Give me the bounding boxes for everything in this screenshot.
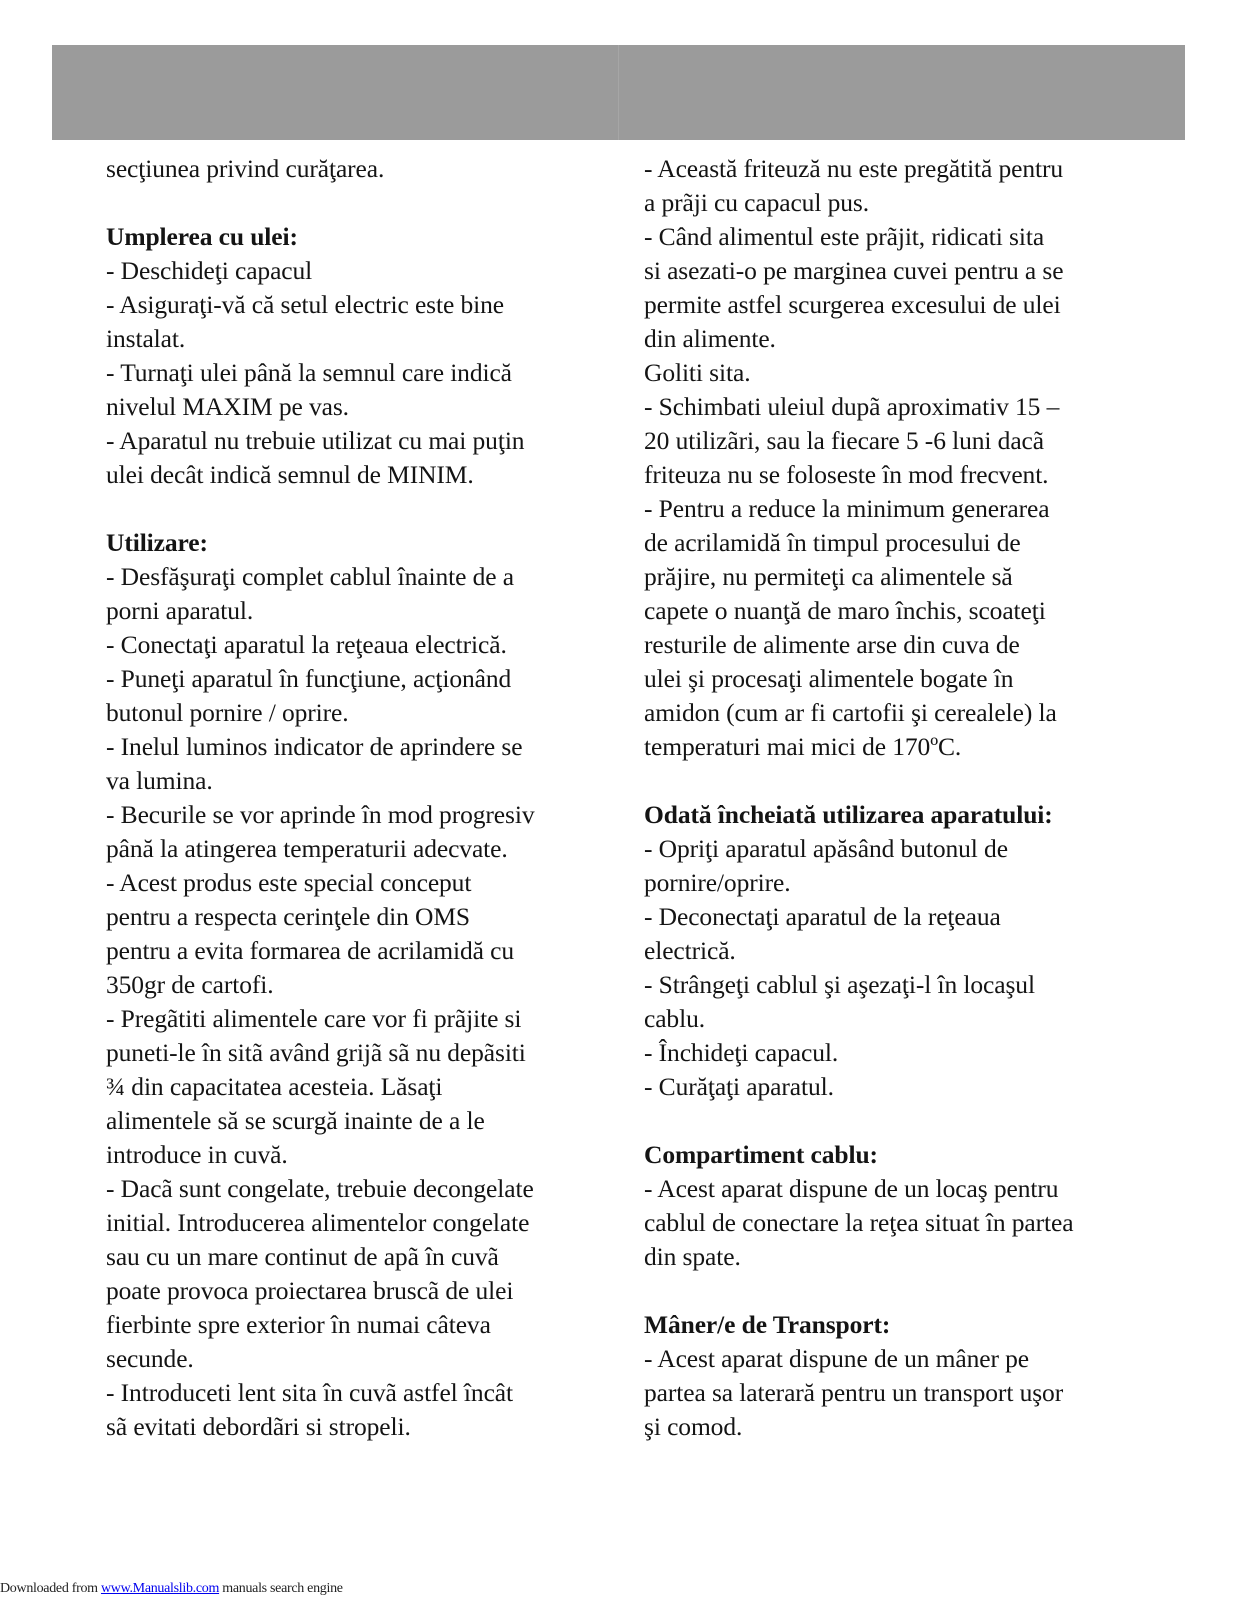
text-line: şi comod. <box>644 1412 743 1441</box>
text-line: din alimente. <box>644 324 776 353</box>
text-line: - Becurile se vor aprinde în mod progresiv <box>106 800 535 829</box>
text-line: porni aparatul. <box>106 596 254 625</box>
text-line: amidon (cum ar fi cartofii şi cerealele) la <box>644 698 1057 727</box>
left-column <box>106 152 596 1444</box>
text-line: - Opriţi aparatul apăsând butonul de <box>644 834 1008 863</box>
paragraph-gap <box>644 764 1134 798</box>
text-line: până la atingerea temperaturii adecvate. <box>106 834 508 863</box>
text-line: a prãji cu capacul pus. <box>644 188 869 217</box>
text-line: fierbinte spre exterior în numai câteva <box>106 1310 491 1339</box>
paragraph-gap <box>644 1104 1134 1138</box>
text-line: - Desfăşuraţi complet cablul înainte de a <box>106 562 514 591</box>
text-line: 350gr de cartofi. <box>106 970 274 999</box>
text-line: electrică. <box>644 936 736 965</box>
header-divider <box>618 45 619 140</box>
text-line: ulei decât indică semnul de MINIM. <box>106 460 474 489</box>
text-line: - Deconectaţi aparatul de la reţeaua <box>644 902 1001 931</box>
text-line: pentru a evita formarea de acrilamidă cu <box>106 936 515 965</box>
text-line: sau cu un mare continut de apã în cuvã <box>106 1242 499 1271</box>
text-line: poate provoca proiectarea bruscã de ulei <box>106 1276 514 1305</box>
text-line: - Pregãtiti alimentele care vor fi prãjite si <box>106 1004 522 1033</box>
text-line: - Închideţi capacul. <box>644 1038 839 1067</box>
text-line: butonul pornire / oprire. <box>106 698 349 727</box>
text-line: - Curăţaţi aparatul. <box>644 1072 834 1101</box>
text-line: - Introduceti lent sita în cuvã astfel încât <box>106 1378 513 1407</box>
text-line: resturile de alimente arse din cuva de <box>644 630 1020 659</box>
header-bar <box>52 45 1185 140</box>
text-line: secunde. <box>106 1344 194 1373</box>
text-line: Goliti sita. <box>644 358 751 387</box>
section-heading: Compartiment cablu: <box>644 1140 878 1169</box>
text-line: initial. Introducerea alimentelor congelate <box>106 1208 530 1237</box>
footer <box>0 1580 343 1598</box>
text-line: ulei şi procesaţi alimentele bogate în <box>644 664 1014 693</box>
text-line: din spate. <box>644 1242 741 1271</box>
section-heading: Umplerea cu ulei: <box>106 222 298 251</box>
footer-prefix: Downloaded from <box>0 1581 101 1596</box>
text-line: - Acest produs este special conceput <box>106 868 472 897</box>
text-line: instalat. <box>106 324 186 353</box>
text-line: pornire/oprire. <box>644 868 791 897</box>
text-line: cablu. <box>644 1004 705 1033</box>
text-line: prăjire, nu permiteţi ca alimentele să <box>644 562 1013 591</box>
text-line: va lumina. <box>106 766 213 795</box>
paragraph-gap <box>644 1274 1134 1308</box>
text-line: sã evitati debordãri si stropeli. <box>106 1412 411 1441</box>
text-line: - Acest aparat dispune de un mâner pe <box>644 1344 1030 1373</box>
text-line: secţiunea privind curăţarea. <box>106 154 385 183</box>
manualslib-link[interactable]: www.Manualslib.com <box>100 1581 220 1596</box>
text-line: - Strângeţi cablul şi aşezaţi-l în locaşul <box>644 970 1035 999</box>
text-line: pentru a respecta cerinţele din OMS <box>106 902 470 931</box>
text-line: friteuza nu se foloseste în mod frecvent. <box>644 460 1049 489</box>
text-line: ¾ din capacitatea acesteia. Lăsaţi <box>106 1072 443 1101</box>
text-line: - Conectaţi aparatul la reţeaua electrică. <box>106 630 507 659</box>
text-line: - Aparatul nu trebuie utilizat cu mai puţin <box>106 426 525 455</box>
text-line: - Inelul luminos indicator de aprindere se <box>106 732 523 761</box>
text-line: si asezati-o pe marginea cuvei pentru a se <box>644 256 1064 285</box>
text-line: 20 utilizãri, sau la fiecare 5 -6 luni dacã <box>644 426 1044 455</box>
text-line: - Schimbati uleiul dupã aproximativ 15 – <box>644 392 1060 421</box>
text-line: introduce in cuvă. <box>106 1140 288 1169</box>
text-line: - Când alimentul este prãjit, ridicati sita <box>644 222 1045 251</box>
text-line: - Puneţi aparatul în funcţiune, acţionând <box>106 664 512 693</box>
text-line: - Acest aparat dispune de un locaş pentru <box>644 1174 1059 1203</box>
text-line: permite astfel scurgerea excesului de ulei <box>644 290 1061 319</box>
text-line: - Dacã sunt congelate, trebuie decongelate <box>106 1174 534 1203</box>
paragraph-gap <box>106 492 596 526</box>
text-line: temperaturi mai mici de 170ºC. <box>644 732 962 761</box>
text-line: alimentele să se scurgă inainte de a le <box>106 1106 485 1135</box>
section-heading: Utilizare: <box>106 528 208 557</box>
footer-suffix: manuals search engine <box>219 1581 343 1596</box>
text-line: partea sa laterară pentru un transport uşor <box>644 1378 1064 1407</box>
text-line: puneti-le în sitã având grijã sã nu depãsiti <box>106 1038 526 1067</box>
text-line: - Această friteuză nu este pregătită pentru <box>644 154 1064 183</box>
text-line: - Deschideţi capacul <box>106 256 313 285</box>
paragraph-gap <box>106 186 596 220</box>
text-line: - Pentru a reduce la minimum generarea <box>644 494 1050 523</box>
text-line: - Turnaţi ulei până la semnul care indică <box>106 358 512 387</box>
section-heading: Mâner/e de Transport: <box>644 1310 891 1339</box>
section-heading: Odată încheiată utilizarea aparatului: <box>644 800 1053 829</box>
text-line: nivelul MAXIM pe vas. <box>106 392 349 421</box>
text-line: capete o nuanţă de maro închis, scoateţi <box>644 596 1046 625</box>
right-column <box>644 152 1134 1444</box>
text-line: cablul de conectare la reţea situat în partea <box>644 1208 1074 1237</box>
text-line: - Asiguraţi-vă că setul electric este bine <box>106 290 504 319</box>
text-line: de acrilamidă în timpul procesului de <box>644 528 1021 557</box>
